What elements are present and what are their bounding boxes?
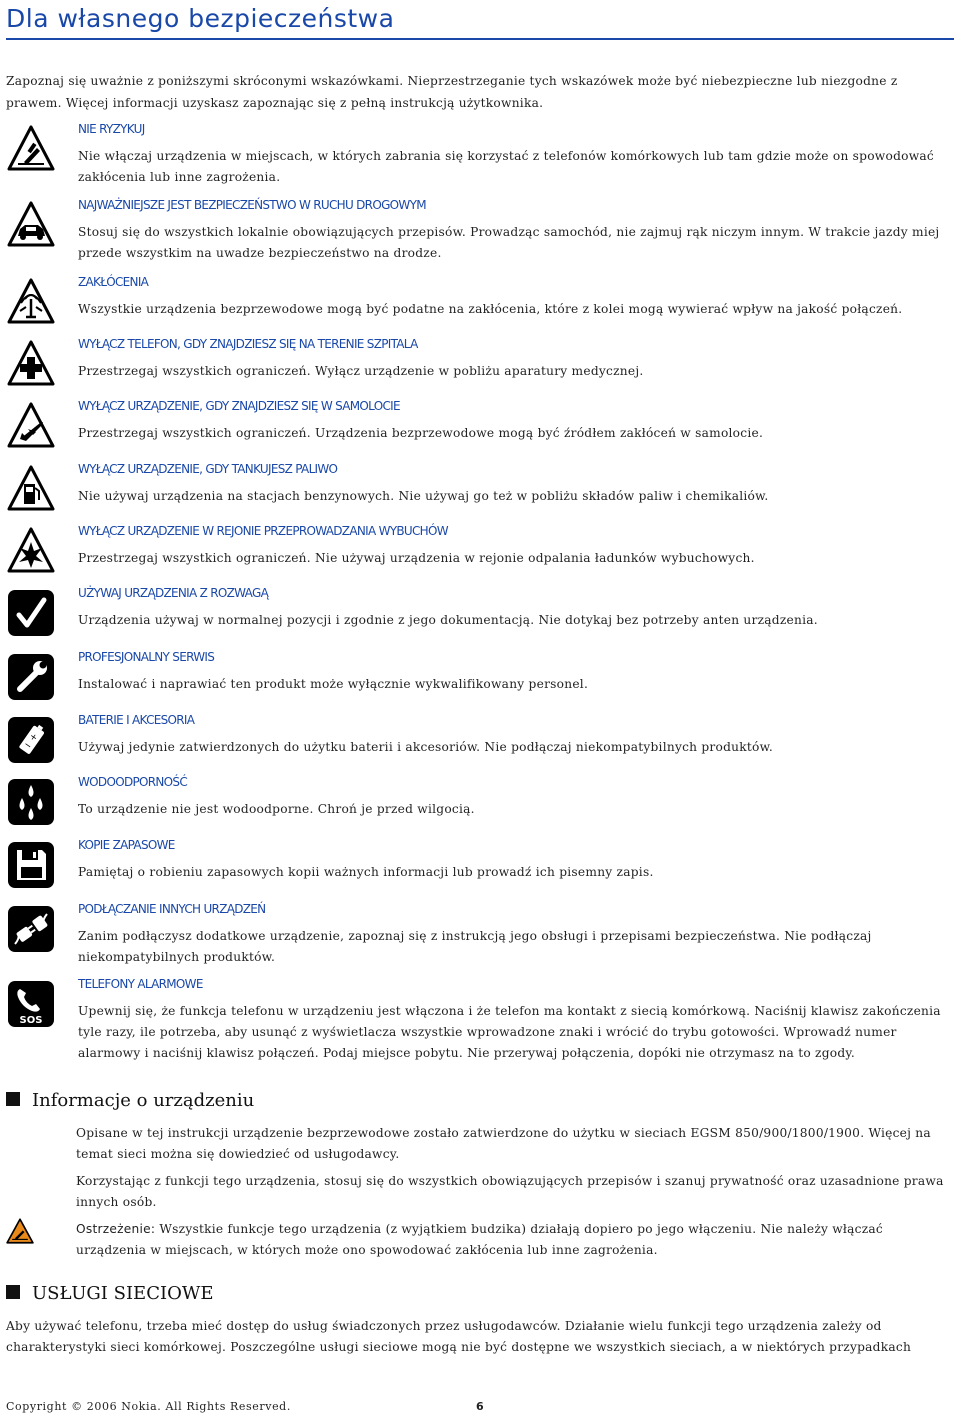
network-heading — [6, 1283, 213, 1304]
svg-text:SOS: SOS — [19, 1015, 43, 1026]
safety-text: Instalować i naprawiać ten produkt może wyłącznie wykwalifikowany personel. — [78, 677, 589, 691]
network-heading-text: USŁUGI SIECIOWE — [32, 1283, 214, 1304]
warning-text: Wszystkie funkcje tego urządzenia (z wyjątkiem budzika) działają dopiero po jego włączeniu. Nie należy włączać urządzenia w miejscach, w których może ono spowodować zakłócenia lub inne zagrożenia. — [76, 1222, 883, 1257]
safety-heading: NAJWAŻNIEJSZE JEST BEZPIECZEŃSTWO W RUCHU DROGOWYM — [78, 198, 426, 212]
warning-icon — [6, 1218, 34, 1244]
safety-heading: TELEFONY ALARMOWE — [78, 977, 203, 991]
safety-text: Urządzenia używaj w normalnej pozycji i zgodnie z jego dokumentacją. Nie dotykaj bez potrzeby anten urządzenia. — [78, 613, 818, 627]
safety-heading: WYŁĄCZ TELEFON, GDY ZNAJDZIESZ SIĘ NA TERENIE SZPITALA — [78, 337, 418, 351]
safety-heading: KOPIE ZAPASOWE — [78, 838, 175, 852]
plug-icon — [6, 904, 56, 954]
safety-heading: WYŁĄCZ URZĄDZENIE, GDY TANKUJESZ PALIWO — [78, 462, 338, 476]
battery-icon — [6, 715, 56, 765]
safety-heading: WYŁĄCZ URZĄDZENIE, GDY ZNAJDZIESZ SIĘ W SAMOLOCIE — [78, 399, 400, 413]
no-phone-icon — [6, 124, 56, 174]
checkmark-icon — [6, 588, 56, 638]
safety-text: Wszystkie urządzenia bezprzewodowe mogą być podatne na zakłócenia, które z kolei mogą wywierać wpływ na jakość połączeń. — [78, 302, 903, 316]
page-number: 6 — [476, 1400, 484, 1413]
section-bullet — [6, 1285, 20, 1299]
copyright-footer: Copyright © 2006 Nokia. All Rights Reserved. — [6, 1400, 291, 1413]
device-info-paragraph: Opisane w tej instrukcji urządzenie bezprzewodowe zostało zatwierdzone do użytku w sieciach EGSM 850/900/1800/1900. Więcej na temat sieci można się dowiedzieć od usługodawcy. — [76, 1126, 931, 1161]
interference-icon — [6, 277, 56, 327]
safety-text: Używaj jedynie zatwierdzonych do użytku baterii i akcesoriów. Nie podłączaj niekompatybilnych produktów. — [78, 740, 773, 754]
safety-text: Pamiętaj o robieniu zapasowych kopii ważnych informacji lub prowadź ich pisemny zapis. — [78, 865, 654, 879]
title-divider — [6, 38, 954, 40]
wrench-icon — [6, 652, 56, 702]
safety-text: Przestrzegaj wszystkich ograniczeń. Nie używaj urządzenia w rejonie odpalania ładunków wybuchowych. — [78, 551, 755, 565]
safety-text: Nie włączaj urządzenia w miejscach, w których zabrania się korzystać z telefonów komórkowych lub tam gdzie może on spowodować zakłócenia lub inne zagrożenia. — [78, 149, 934, 184]
airplane-icon — [6, 401, 56, 451]
safety-heading: WYŁĄCZ URZĄDZENIE W REJONIE PRZEPROWADZANIA WYBUCHÓW — [78, 524, 448, 538]
safety-heading: ZAKŁÓCENIA — [78, 275, 149, 289]
safety-text: Zanim podłączysz dodatkowe urządzenie, zapoznaj się z instrukcją jego obsługi i przepisami bezpieczeństwa. Nie podłączaj niekompatybilnych produktów. — [78, 929, 872, 964]
sos-phone-icon — [6, 979, 56, 1029]
safety-heading: PODŁĄCZANIE INNYCH URZĄDZEŃ — [78, 902, 266, 916]
explosion-icon — [6, 526, 56, 576]
safety-text: Stosuj się do wszystkich lokalnie obowiązujących przepisów. Prowadząc samochód, nie zajmuj rąk niczym innym. W trakcie jazdy miej przede wszystkim na uwadze bezpieczeństwo na drodze. — [78, 225, 940, 260]
svg-text:−: − — [21, 739, 34, 753]
safety-heading: WODOODPORNOŚĆ — [78, 775, 188, 789]
safety-text: Przestrzegaj wszystkich ograniczeń. Wyłącz urządzenie w pobliżu aparatury medycznej. — [78, 364, 644, 378]
warning-label: Ostrzeżenie: — [76, 1222, 156, 1236]
safety-heading: UŻYWAJ URZĄDZENIA Z ROZWAGĄ — [78, 586, 269, 600]
network-paragraph: Aby używać telefonu, trzeba mieć dostęp do usług świadczonych przez usługodawców. Działanie wielu funkcji tego urządzenia zależy od charakterystyki sieci komórkowej. Poszczególne usługi sieciowe mogą nie być dostępne we wszystkich sieciach, a w niektórych przypadkach — [6, 1319, 912, 1354]
safety-text: To urządzenie nie jest wodoodporne. Chroń je przed wilgocią. — [78, 802, 475, 816]
device-info-heading — [6, 1090, 254, 1111]
device-info-heading-text: Informacje o urządzeniu — [32, 1090, 255, 1111]
fuel-pump-icon — [6, 464, 56, 514]
safety-heading: NIE RYZYKUJ — [78, 122, 145, 136]
warning-paragraph — [76, 1219, 946, 1261]
page-title: Dla własnego bezpieczeństwa — [6, 4, 395, 33]
safety-text: Upewnij się, że funkcja telefonu w urządzeniu jest włączona i że telefon ma kontakt z siecią komórkową. Naciśnij klawisz zakończenia tyle razy, ile potrzeba, aby usunąć z wyświetlacza wszystkie wprowadzone znaki i wrócić do trybu gotowości. Wprowadź numer alarmowy i naciśnij klawisz połączeń. Podaj miejsce pobytu. Nie przerywaj połączenia, dopóki nie otrzymasz na to zgody. — [78, 1004, 941, 1060]
safety-text: Przestrzegaj wszystkich ograniczeń. Urządzenia bezprzewodowe mogą być źródłem zakłóceń w samolocie. — [78, 426, 764, 440]
safety-text: Nie używaj urządzenia na stacjach benzynowych. Nie używaj go też w pobliżu składów paliw i chemikaliów. — [78, 489, 769, 503]
intro-text: Zapoznaj się uważnie z poniższymi skróconymi wskazówkami. Nieprzestrzeganie tych wskazówek może być niebezpieczne lub niezgodne z prawem. Więcej informacji uzyskasz zapoznając się z pełną instrukcją użytkownika. — [6, 74, 898, 110]
water-drops-icon — [6, 777, 56, 827]
device-info-paragraph: Korzystając z funkcji tego urządzenia, stosuj się do wszystkich obowiązujących przepisów i szanuj prywatność oraz uzasadnione prawa innych osób. — [76, 1174, 944, 1209]
svg-text:+: + — [27, 731, 40, 745]
safety-heading: BATERIE I AKCESORIA — [78, 713, 195, 727]
safety-heading: PROFESJONALNY SERWIS — [78, 650, 215, 664]
hospital-icon — [6, 339, 56, 389]
car-icon — [6, 200, 56, 250]
section-bullet — [6, 1092, 20, 1106]
floppy-disk-icon — [6, 840, 56, 890]
